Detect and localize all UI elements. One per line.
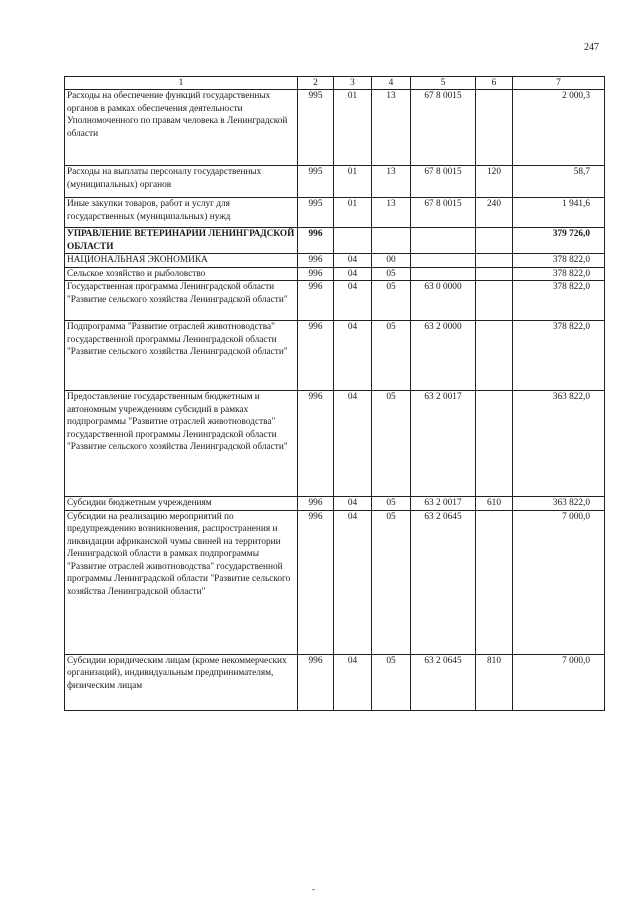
expense-type-cell xyxy=(476,228,513,254)
target-article-cell xyxy=(411,228,476,254)
expense-type-cell xyxy=(476,281,513,321)
table-row xyxy=(65,321,605,391)
table-row xyxy=(65,267,605,281)
section-code-cell: 04 xyxy=(334,321,372,391)
row-name-cell: Субсидии на реализацию мероприятий по предупреждению возникновения, распространения и ликвидации африканской чумы свиней на территории Ленинградской области в рамках подпрограммы "Развитие отраслей животноводства" государственной программы Ленинградской области "Развитие сельского хозяйства Ленинградской области" xyxy=(65,510,298,654)
row-name-cell: Расходы на выплаты персоналу государственных (муниципальных) органов xyxy=(65,166,298,198)
page-number: 247 xyxy=(584,42,599,53)
table-row xyxy=(65,254,605,268)
expense-type-cell xyxy=(476,321,513,391)
header-row xyxy=(65,77,605,90)
row-name-cell: НАЦИОНАЛЬНАЯ ЭКОНОМИКА xyxy=(65,254,298,268)
expense-type-cell: 240 xyxy=(476,198,513,228)
expense-type-cell xyxy=(476,254,513,268)
target-article-cell: 63 2 0017 xyxy=(411,391,476,497)
expense-type-cell: 810 xyxy=(476,654,513,710)
target-article-cell: 63 2 0000 xyxy=(411,321,476,391)
section-code-cell: 04 xyxy=(334,510,372,654)
row-name-cell: УПРАВЛЕНИЕ ВЕТЕРИНАРИИ ЛЕНИНГРАДСКОЙ ОБЛАСТИ xyxy=(65,228,298,254)
section-code-cell: 04 xyxy=(334,497,372,511)
target-article-cell: 67 8 0015 xyxy=(411,198,476,228)
target-article-cell: 63 2 0017 xyxy=(411,497,476,511)
table-row xyxy=(65,228,605,254)
footer-mark: - xyxy=(312,884,315,894)
header-cell: 1 xyxy=(65,77,298,90)
target-article-cell xyxy=(411,254,476,268)
amount-cell: 379 726,0 xyxy=(513,228,605,254)
amount-cell: 378 822,0 xyxy=(513,321,605,391)
expense-type-cell xyxy=(476,90,513,166)
header-cell: 3 xyxy=(334,77,372,90)
section-code-cell: 04 xyxy=(334,391,372,497)
row-name-cell: Предоставление государственным бюджетным и автономным учреждениям субсидий в рамках подпрограммы "Развитие отраслей животноводства" государственной программы Ленинградской области "Развитие сельского хозяйства Ленинградской области" xyxy=(65,391,298,497)
target-article-cell xyxy=(411,267,476,281)
admin-code-cell: 996 xyxy=(298,497,334,511)
header-cell: 6 xyxy=(476,77,513,90)
admin-code-cell: 996 xyxy=(298,391,334,497)
row-name-cell: Государственная программа Ленинградской области "Развитие сельского хозяйства Ленинградской области" xyxy=(65,281,298,321)
target-article-cell: 63 2 0645 xyxy=(411,654,476,710)
target-article-cell: 67 8 0015 xyxy=(411,166,476,198)
section-code-cell: 01 xyxy=(334,166,372,198)
subsection-code-cell: 05 xyxy=(372,281,411,321)
admin-code-cell: 995 xyxy=(298,90,334,166)
section-code-cell: 01 xyxy=(334,198,372,228)
subsection-code-cell: 05 xyxy=(372,497,411,511)
header-cell: 5 xyxy=(411,77,476,90)
section-code-cell: 01 xyxy=(334,90,372,166)
row-name-cell: Субсидии юридическим лицам (кроме некоммерческих организаций), индивидуальным предпринимателям, физическим лицам xyxy=(65,654,298,710)
expense-type-cell xyxy=(476,391,513,497)
expense-type-cell: 610 xyxy=(476,497,513,511)
row-name-cell: Подпрограмма "Развитие отраслей животноводства" государственной программы Ленинградской области "Развитие сельского хозяйства Ленинградской области" xyxy=(65,321,298,391)
admin-code-cell: 996 xyxy=(298,254,334,268)
row-name-cell: Сельское хозяйство и рыболовство xyxy=(65,267,298,281)
admin-code-cell: 996 xyxy=(298,281,334,321)
subsection-code-cell: 05 xyxy=(372,321,411,391)
expense-type-cell xyxy=(476,510,513,654)
admin-code-cell: 995 xyxy=(298,166,334,198)
amount-cell: 378 822,0 xyxy=(513,267,605,281)
amount-cell: 1 941,6 xyxy=(513,198,605,228)
table-row xyxy=(65,198,605,228)
target-article-cell: 67 8 0015 xyxy=(411,90,476,166)
admin-code-cell: 996 xyxy=(298,321,334,391)
expense-type-cell xyxy=(476,267,513,281)
subsection-code-cell xyxy=(372,228,411,254)
table-row xyxy=(65,166,605,198)
amount-cell: 378 822,0 xyxy=(513,281,605,321)
table-row xyxy=(65,654,605,710)
table-row xyxy=(65,281,605,321)
subsection-code-cell: 05 xyxy=(372,267,411,281)
row-name-cell: Расходы на обеспечение функций государственных органов в рамках обеспечения деятельности Уполномоченного по правам человека в Ленинградской области xyxy=(65,90,298,166)
amount-cell: 7 000,0 xyxy=(513,654,605,710)
section-code-cell: 04 xyxy=(334,254,372,268)
subsection-code-cell: 05 xyxy=(372,510,411,654)
header-cell: 4 xyxy=(372,77,411,90)
section-code-cell xyxy=(334,228,372,254)
table-row xyxy=(65,90,605,166)
amount-cell: 378 822,0 xyxy=(513,254,605,268)
admin-code-cell: 995 xyxy=(298,198,334,228)
table-row xyxy=(65,391,605,497)
subsection-code-cell: 13 xyxy=(372,90,411,166)
row-name-cell: Субсидии бюджетным учреждениям xyxy=(65,497,298,511)
target-article-cell: 63 2 0645 xyxy=(411,510,476,654)
subsection-code-cell: 05 xyxy=(372,654,411,710)
header-cell: 7 xyxy=(513,77,605,90)
section-code-cell: 04 xyxy=(334,654,372,710)
admin-code-cell: 996 xyxy=(298,510,334,654)
amount-cell: 363 822,0 xyxy=(513,497,605,511)
expense-type-cell: 120 xyxy=(476,166,513,198)
table-row xyxy=(65,497,605,511)
admin-code-cell: 996 xyxy=(298,654,334,710)
table-row xyxy=(65,510,605,654)
subsection-code-cell: 00 xyxy=(372,254,411,268)
budget-table xyxy=(64,76,605,711)
admin-code-cell: 996 xyxy=(298,267,334,281)
amount-cell: 58,7 xyxy=(513,166,605,198)
header-cell: 2 xyxy=(298,77,334,90)
subsection-code-cell: 13 xyxy=(372,198,411,228)
subsection-code-cell: 13 xyxy=(372,166,411,198)
subsection-code-cell: 05 xyxy=(372,391,411,497)
amount-cell: 2 000,3 xyxy=(513,90,605,166)
section-code-cell: 04 xyxy=(334,267,372,281)
admin-code-cell: 996 xyxy=(298,228,334,254)
row-name-cell: Иные закупки товаров, работ и услуг для государственных (муниципальных) нужд xyxy=(65,198,298,228)
amount-cell: 7 000,0 xyxy=(513,510,605,654)
section-code-cell: 04 xyxy=(334,281,372,321)
target-article-cell: 63 0 0000 xyxy=(411,281,476,321)
amount-cell: 363 822,0 xyxy=(513,391,605,497)
